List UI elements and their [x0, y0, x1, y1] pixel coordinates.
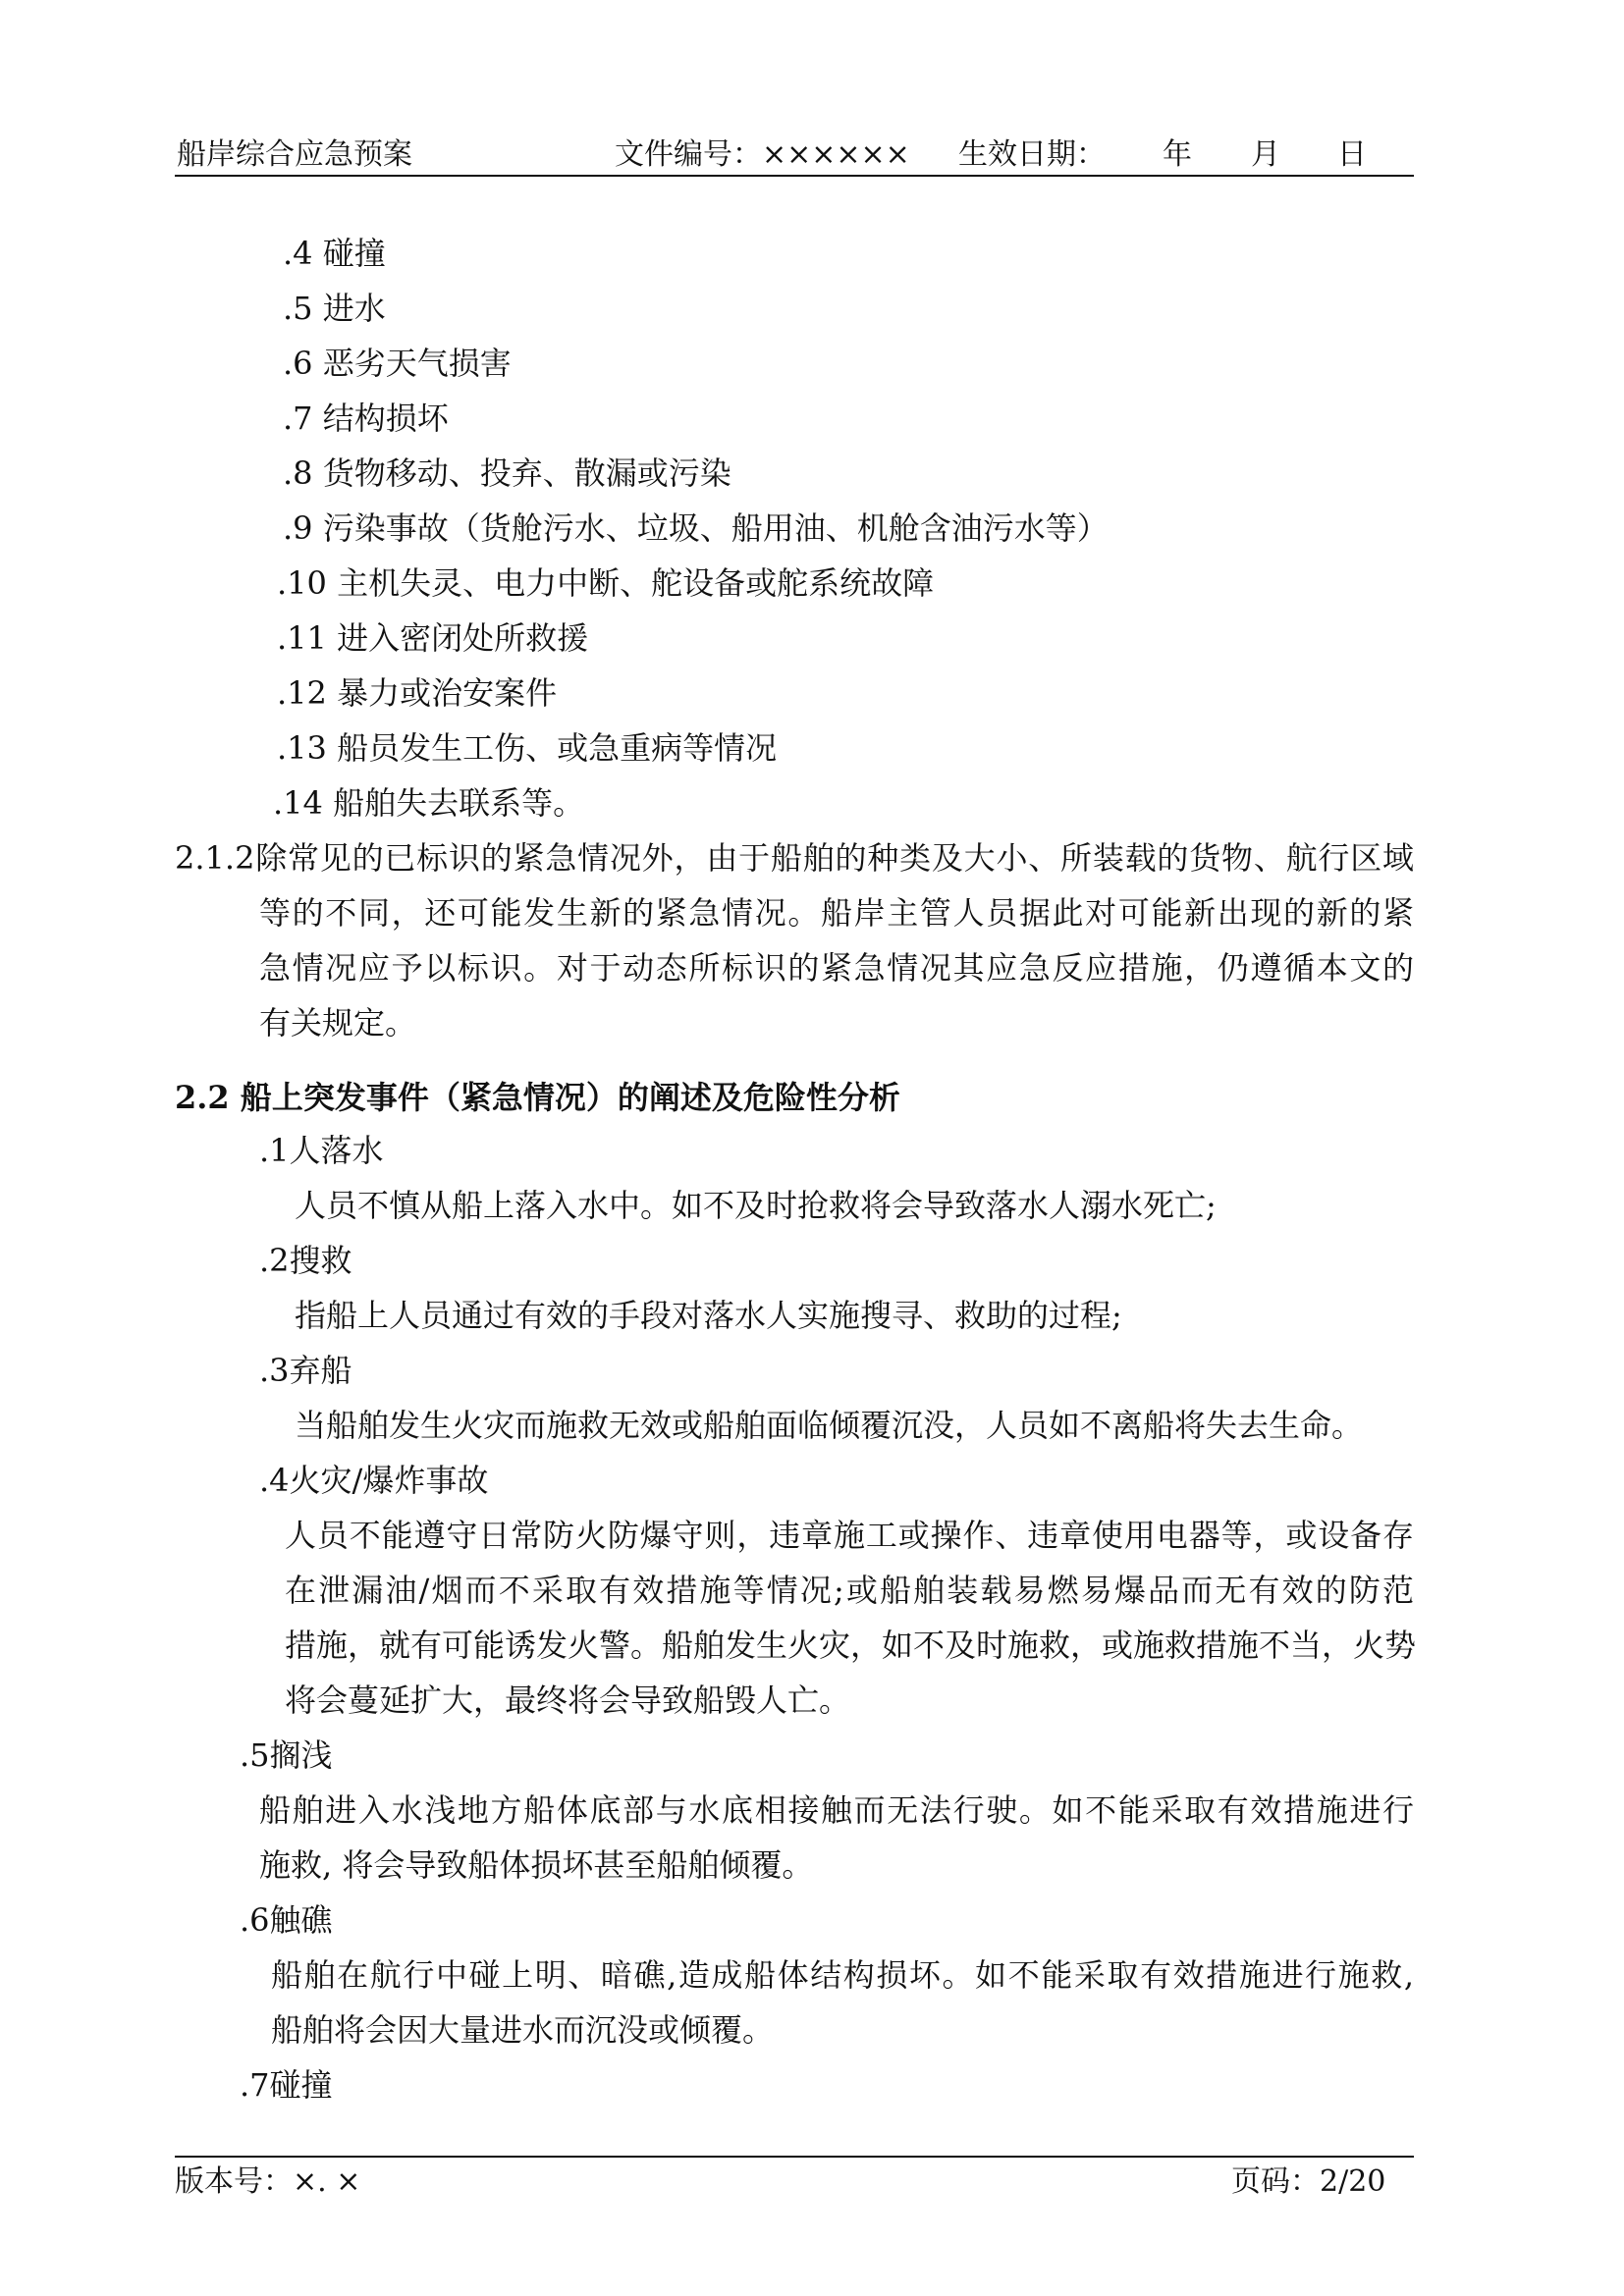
footer-rule — [175, 2156, 1414, 2158]
list-item: .14 船舶失去联系等。 — [273, 784, 585, 822]
subsection-text: 施救, 将会导致船体损坏甚至船舶倾覆。 — [259, 1846, 814, 1884]
subsection-title: .1人落水 — [259, 1132, 384, 1169]
subsection-text: 船舶进入水浅地方船体底部与水底相接触而无法行驶。如不能采取有效措施进行 — [259, 1791, 1414, 1829]
list-item: .7 结构损坏 — [283, 400, 449, 437]
subsection-title: .3弃船 — [259, 1352, 352, 1389]
subsection-text: 当船舶发生火灾而施救无效或船舶面临倾覆沉没，人员如不离船将失去生命。 — [295, 1407, 1364, 1444]
subsection-text: 将会蔓延扩大，最终将会导致船毁人亡。 — [285, 1682, 851, 1719]
list-item: .6 恶劣天气损害 — [283, 345, 512, 382]
paragraph-line: 有关规定。 — [259, 1004, 417, 1041]
header-effective-date-label: 生效日期： — [958, 137, 1106, 172]
header-year: 年 — [1163, 137, 1192, 172]
subsection-text: 指船上人员通过有效的手段对落水人实施搜寻、救助的过程; — [295, 1297, 1122, 1334]
section-heading: 2.2 船上突发事件（紧急情况）的阐述及危险性分析 — [175, 1079, 900, 1116]
header-month: 月 — [1251, 137, 1280, 172]
list-item: .5 进水 — [283, 290, 386, 327]
list-item: .8 货物移动、投弃、散漏或污染 — [283, 454, 731, 492]
subsection-title: .2搜救 — [259, 1242, 352, 1279]
subsection-text: 在泄漏油/烟而不采取有效措施等情况;或船舶装载易燃易爆品而无有效的防范 — [285, 1572, 1414, 1609]
paragraph-line: 等的不同，还可能发生新的紧急情况。船岸主管人员据此对可能新出现的新的紧 — [259, 894, 1414, 932]
paragraph-line: 2.1.2除常见的已标识的紧急情况外，由于船舶的种类及大小、所装载的货物、航行区域 — [175, 839, 1414, 877]
footer-version: 版本号：×. × — [175, 2164, 361, 2199]
header-day: 日 — [1337, 137, 1367, 172]
subsection-text: 船舶将会因大量进水而沉没或倾覆。 — [271, 2011, 775, 2049]
subsection-text: 人员不能遵守日常防火防爆守则，违章施工或操作、违章使用电器等，或设备存 — [285, 1517, 1414, 1554]
list-item: .4 碰撞 — [283, 235, 386, 272]
subsection-text: 措施，就有可能诱发火警。船舶发生火灾，如不及时施救，或施救措施不当，火势 — [285, 1627, 1417, 1664]
list-item: .10 主机失灵、电力中断、舵设备或舵系统故障 — [277, 564, 935, 602]
subsection-text: 船舶在航行中碰上明、暗礁,造成船体结构损坏。如不能采取有效措施进行施救, — [271, 1956, 1414, 1994]
paragraph-line: 急情况应予以标识。对于动态所标识的紧急情况其应急反应措施，仍遵循本文的 — [259, 949, 1414, 987]
list-item: .11 进入密闭处所救援 — [277, 619, 589, 657]
subsection-title: .7碰撞 — [240, 2066, 333, 2104]
list-item: .12 暴力或治安案件 — [277, 674, 558, 712]
footer-page-number: 页码：2/20 — [1231, 2164, 1386, 2199]
subsection-text: 人员不慎从船上落入水中。如不及时抢救将会导致落水人溺水死亡; — [295, 1187, 1217, 1224]
subsection-title: .4火灾/爆炸事故 — [259, 1462, 489, 1499]
header-file-number: 文件编号：×××××× — [615, 137, 910, 172]
header-title: 船岸综合应急预案 — [177, 137, 412, 172]
subsection-title: .5搁浅 — [240, 1736, 333, 1774]
header-rule — [175, 175, 1414, 177]
subsection-title: .6触礁 — [240, 1901, 333, 1939]
list-item: .13 船员发生工伤、或急重病等情况 — [277, 729, 778, 767]
list-item: .9 污染事故（货舱污水、垃圾、船用油、机舱含油污水等） — [283, 509, 1109, 547]
